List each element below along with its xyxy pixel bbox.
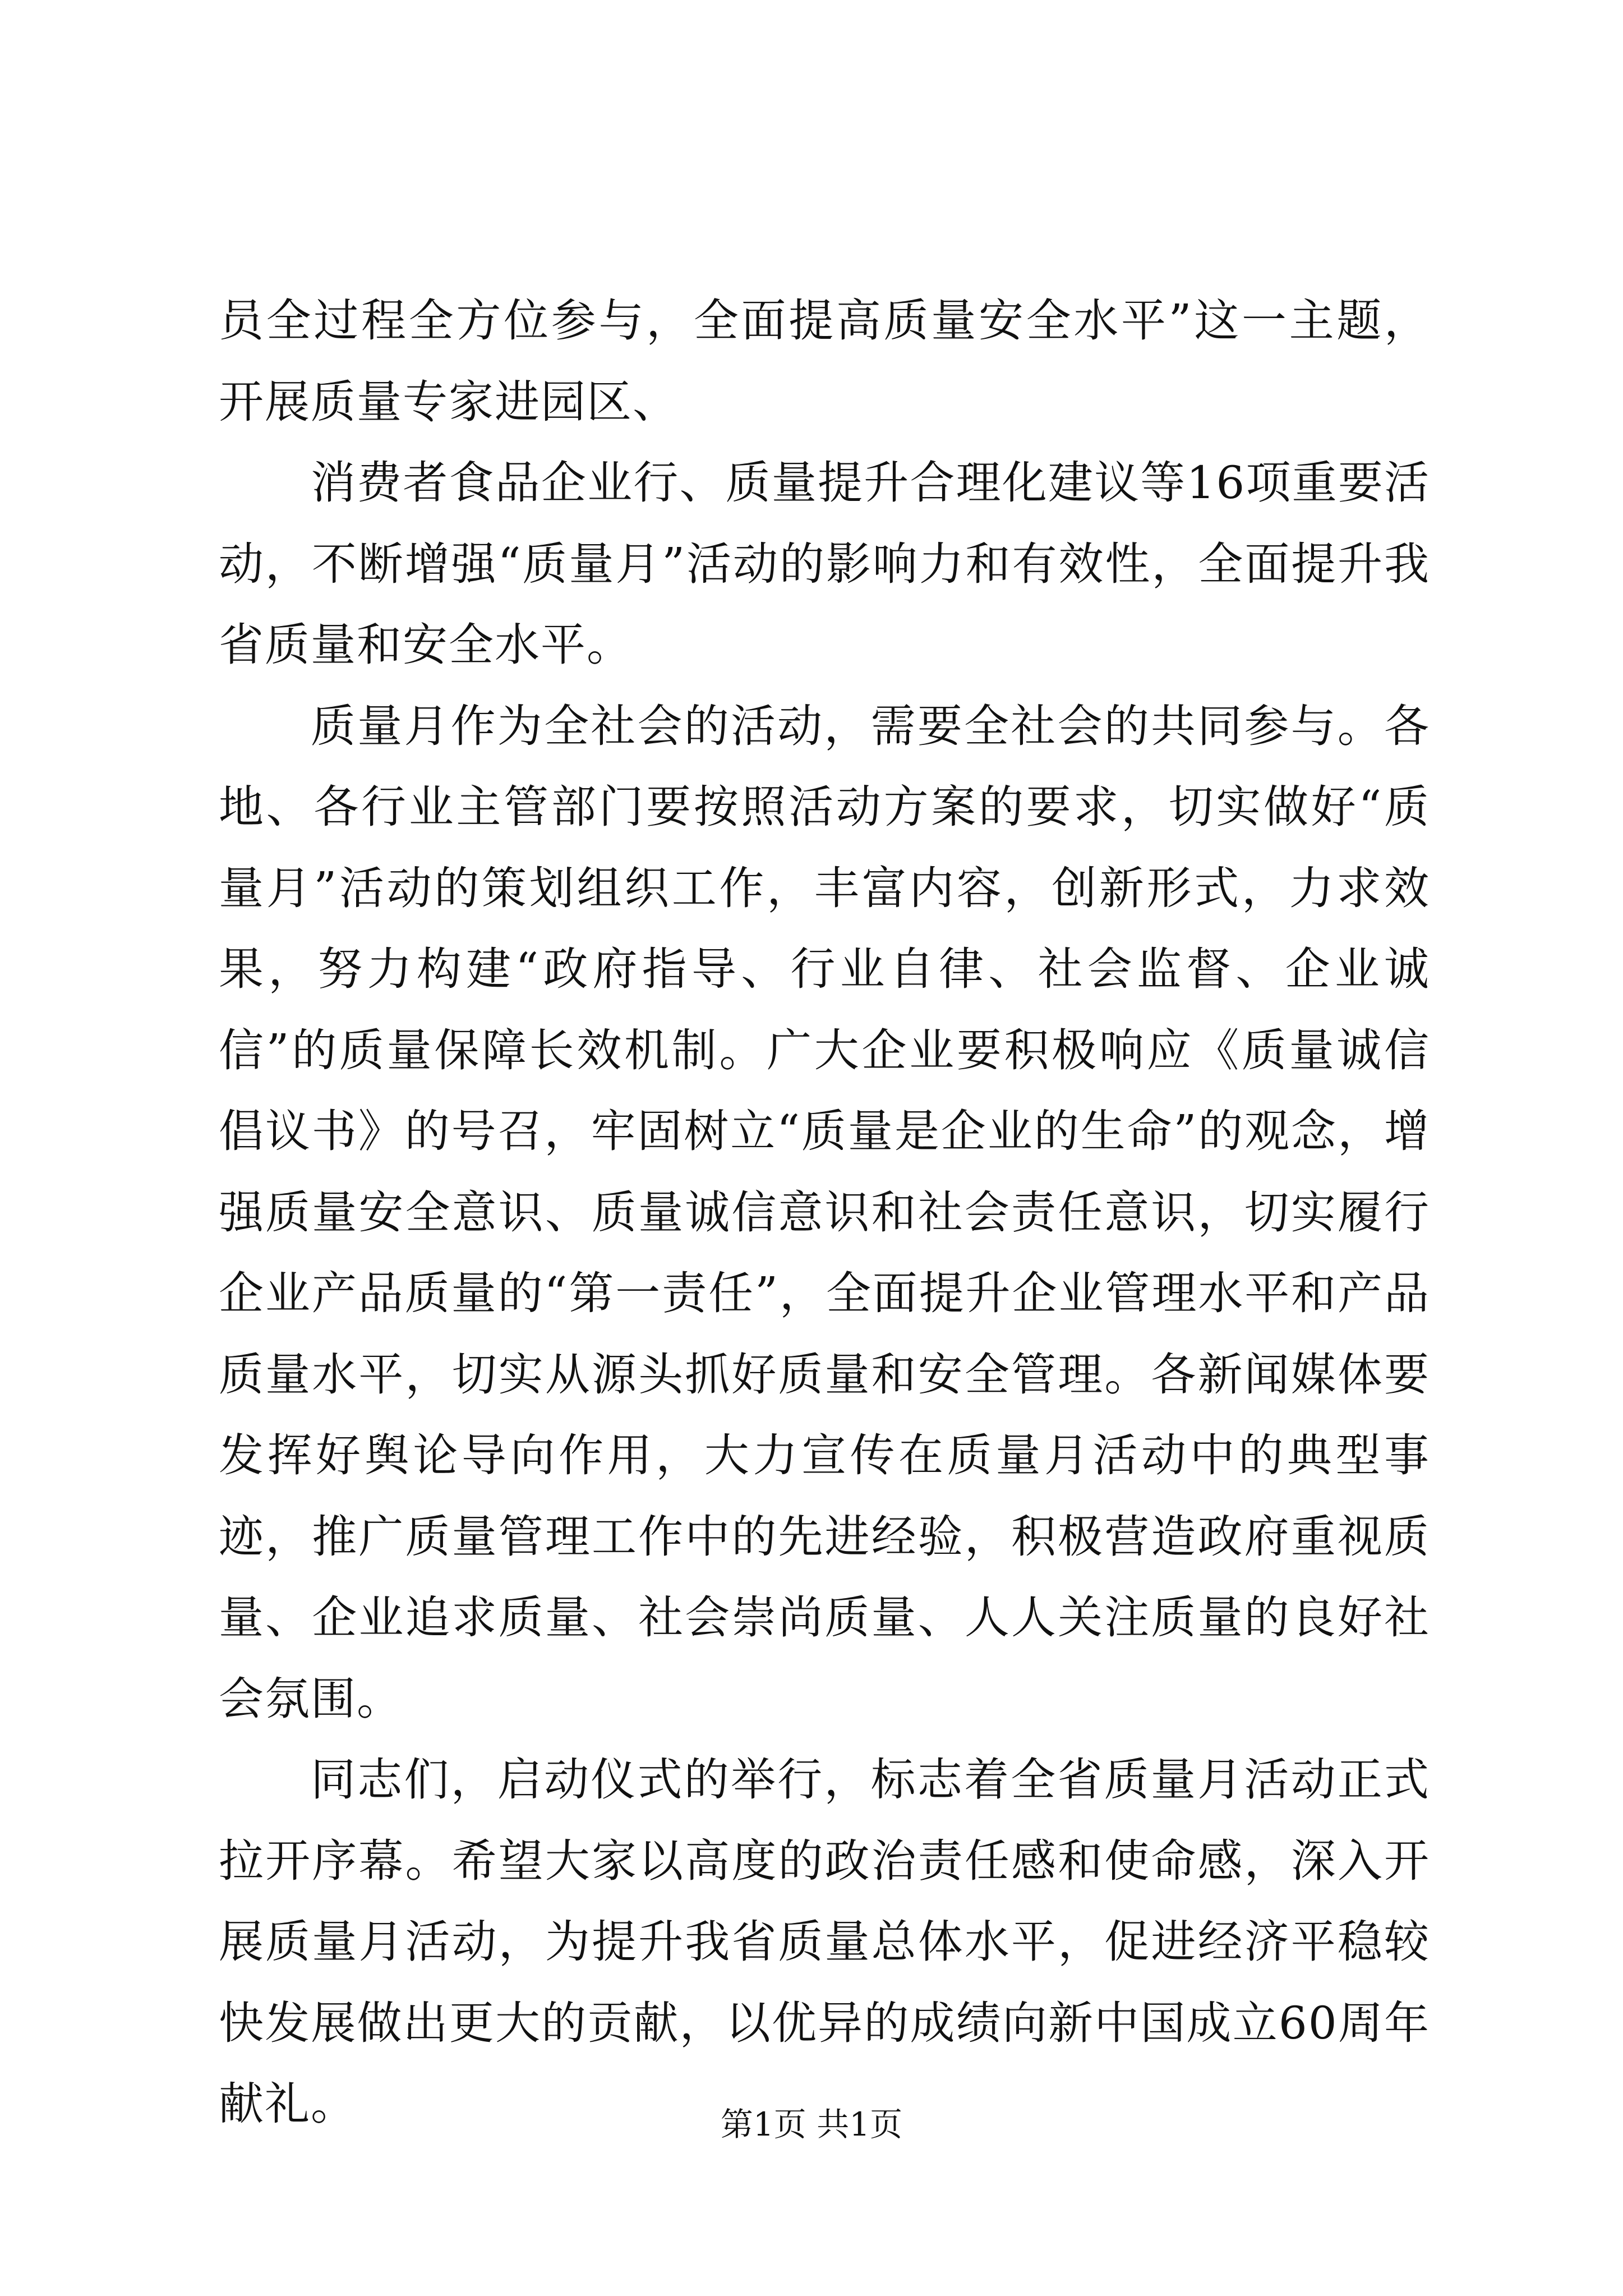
paragraph-4: 同志们，启动仪式的举行，标志着全省质量月活动正式拉开序幕。希望大家以高度的政治责任感和使命感，深入开展质量月活动，为提升我省质量总体水平，促进经济平稳较快发展做出更大的贡献，以优异的成绩向新中国成立60周年献礼。 [219, 1754, 1430, 2130]
paragraph-2: 消费者食品企业行、质量提升合理化建议等16项重要活动，不断增强“质量月”活动的影响力和有效性，全面提升我省质量和安全水平。 [219, 457, 1430, 671]
paragraph-1: 员全过程全方位参与，全面提高质量安全水平”这一主题，开展质量专家进园区、 [219, 295, 1430, 428]
paragraph-3: 质量月作为全社会的活动，需要全社会的共同参与。各地、各行业主管部门要按照活动方案的要求，切实做好“质量月”活动的策划组织工作，丰富内容，创新形式，力求效果，努力构建“政府指导、行业自律、社会监督、企业诚信”的质量保障长效机制。广大企业要积极响应《质量诚信倡议书》的号召，牢固树立“质量是企业的生命”的观念，增强质量安全意识、质量诚信意识和社会责任意识，切实履行企业产品质量的“第一责任”，全面提升企业管理水平和产品质量水平，切实从源头抓好质量和安全管理。各新闻媒体要发挥好舆论导向作用，大力宣传在质量月活动中的典型事迹，推广质量管理工作中的先进经验，积极营造政府重视质量、企业追求质量、社会崇尚质量、人人关注质量的良好社会氛围。 [219, 700, 1430, 1725]
document-body [219, 280, 1430, 2145]
page-number-footer: 第1页 共1页 [720, 2105, 903, 2143]
